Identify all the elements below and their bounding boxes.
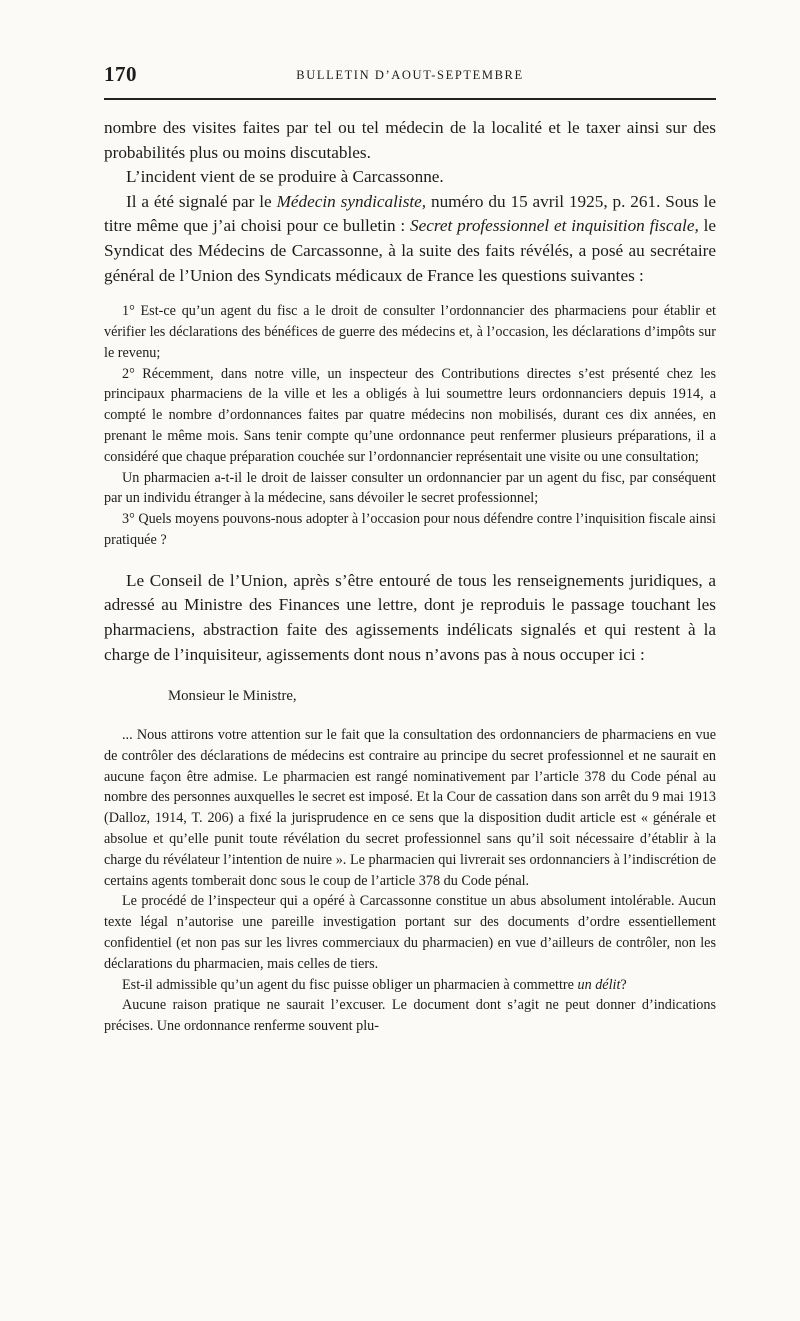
paragraph-signalement: Il a été signalé par le Médecin syndicaliste, numéro du 15 avril 1925, p. 261. Sous le titre même que j’ai choisi pour ce bulletin : Secret professionnel et inquisition fiscale, le Syndicat des Médecins de Carcassonne, à la suite des faits révélés, a posé au secrétaire général de l’Union des Syndicats médicaux de France les questions suivantes : — [104, 191, 717, 285]
spacer — [104, 667, 716, 686]
letter-paragraph-1: ... Nous attirons votre attention sur le fait que la consultation des ordonnanciers de pharmaciens en vue de contrôler des déclarations de médecins est contraire au principe du secret professionnel et ne saurait en aucune façon être admise. Le pharmacien est rangé nominativement par l’article 378 du Code pénal au nombre des personnes auxquelles le secret est imposé. Et la Cour de cassation dans son arrêt du 9 mai 1913 (Dalloz, 1914, T. 206) a fixé la jurisprudence en ce sens que la disposition dudit article est « générale et absolue et qu’elle punit toute révélation du secret professionnel sans qu’il soit nécessaire d’établir à la charge du révélateur l’intention de nuire ». Le pharmacien qui livrerait ses ordonnanciers à l’indiscrétion de certains agents tomberait donc sous le coup de l’article 378 du Code pénal. — [104, 727, 716, 889]
question-1: 1° Est-ce qu’un agent du fisc a le droit de consulter l’ordonnancier des pharmaciens pour établir et vérifier les déclarations des bénéfices de guerre des médecins et, à l’occasion, les déclarations d’impôts sur le revenu; — [104, 303, 716, 361]
journal-title: Médecin syndicaliste, — [276, 191, 427, 211]
paragraph-conseil: Le Conseil de l’Union, après s’être entouré de tous les renseignements juridiques, a adressé au Ministre des Finances une lettre, dont je reproduis le passage touchant les pharmaciens, abstraction faite des agissements indélicats signalés et qui restent à la charge de l’inquisiteur, agissements dont nous n’avons pas à nous occuper ici : — [104, 570, 716, 664]
paragraph-incident: L’incident vient de se produire à Carcassonne. — [126, 167, 444, 187]
page-header — [104, 62, 716, 98]
letter-paragraph-3: Est-il admissible qu’un agent du fisc puisse obliger un pharmacien à commettre un délit? — [122, 976, 627, 993]
question-3: 3° Quels moyens pouvons-nous adopter à l’occasion pour nous défendre contre l’inquisition fiscale ainsi pratiquée ? — [104, 511, 716, 548]
question-2: 2° Récemment, dans notre ville, un inspecteur des Contributions directes s’est présenté chez les principaux pharmaciens de la ville et les a obligés à lui soumettre leurs ordonnanciers depuis 1914, a compté le nombre d’ordonnances faites par quatre médecins non mobilisés, durant ces dix années, en prenant le même mois. Sans tenir compte qu’une ordonnance peut renfermer plusieurs préparations, il a considéré que chaque préparation couchée sur l’ordonnancier représentait une visite ou une consultation; — [104, 365, 716, 465]
running-title: BULLETIN D’AOUT-SEPTEMBRE — [296, 68, 524, 82]
italic-delit: un délit — [577, 976, 621, 993]
spacer — [104, 551, 716, 569]
questions-block — [104, 301, 716, 551]
letter-paragraph-2: Le procédé de l’inspecteur qui a opéré à Carcassonne constitue un abus absolument intolérable. Aucun texte légal n’autorise une pareille investigation portant sur des documents d’ordre essentiellement confidentiel (et non pas sur les livres commerciaux du pharmacien) en vue d’ailleurs de contrôler, non les déclarations du pharmacien, mais celles de tiers. — [104, 893, 716, 972]
document-page — [104, 62, 716, 1037]
letter-paragraph-4: Aucune raison pratique ne saurait l’excuser. Le document dont s’agit ne peut donner d’indications précises. Une ordonnance renferme souvent plu- — [104, 997, 716, 1035]
letter-body — [104, 725, 716, 1037]
spacer — [104, 706, 716, 725]
letter-salutation: Monsieur le Ministre, — [168, 688, 297, 705]
spacer — [104, 288, 716, 301]
page-number: 170 — [104, 62, 137, 86]
paragraph-continuation: nombre des visites faites par tel ou tel médecin de la localité et le taxer ainsi sur des probabilités plus ou moins discutables. — [104, 118, 716, 162]
bulletin-title: Secret professionnel et inquisition fiscale, — [410, 216, 699, 236]
question-2-continued: Un pharmacien a-t-il le droit de laisser consulter un ordonnancier par un agent du fisc, par conséquent par un individu étranger à la médecine, sans dévoiler le secret professionnel; — [104, 469, 716, 507]
header-rule — [104, 98, 716, 100]
